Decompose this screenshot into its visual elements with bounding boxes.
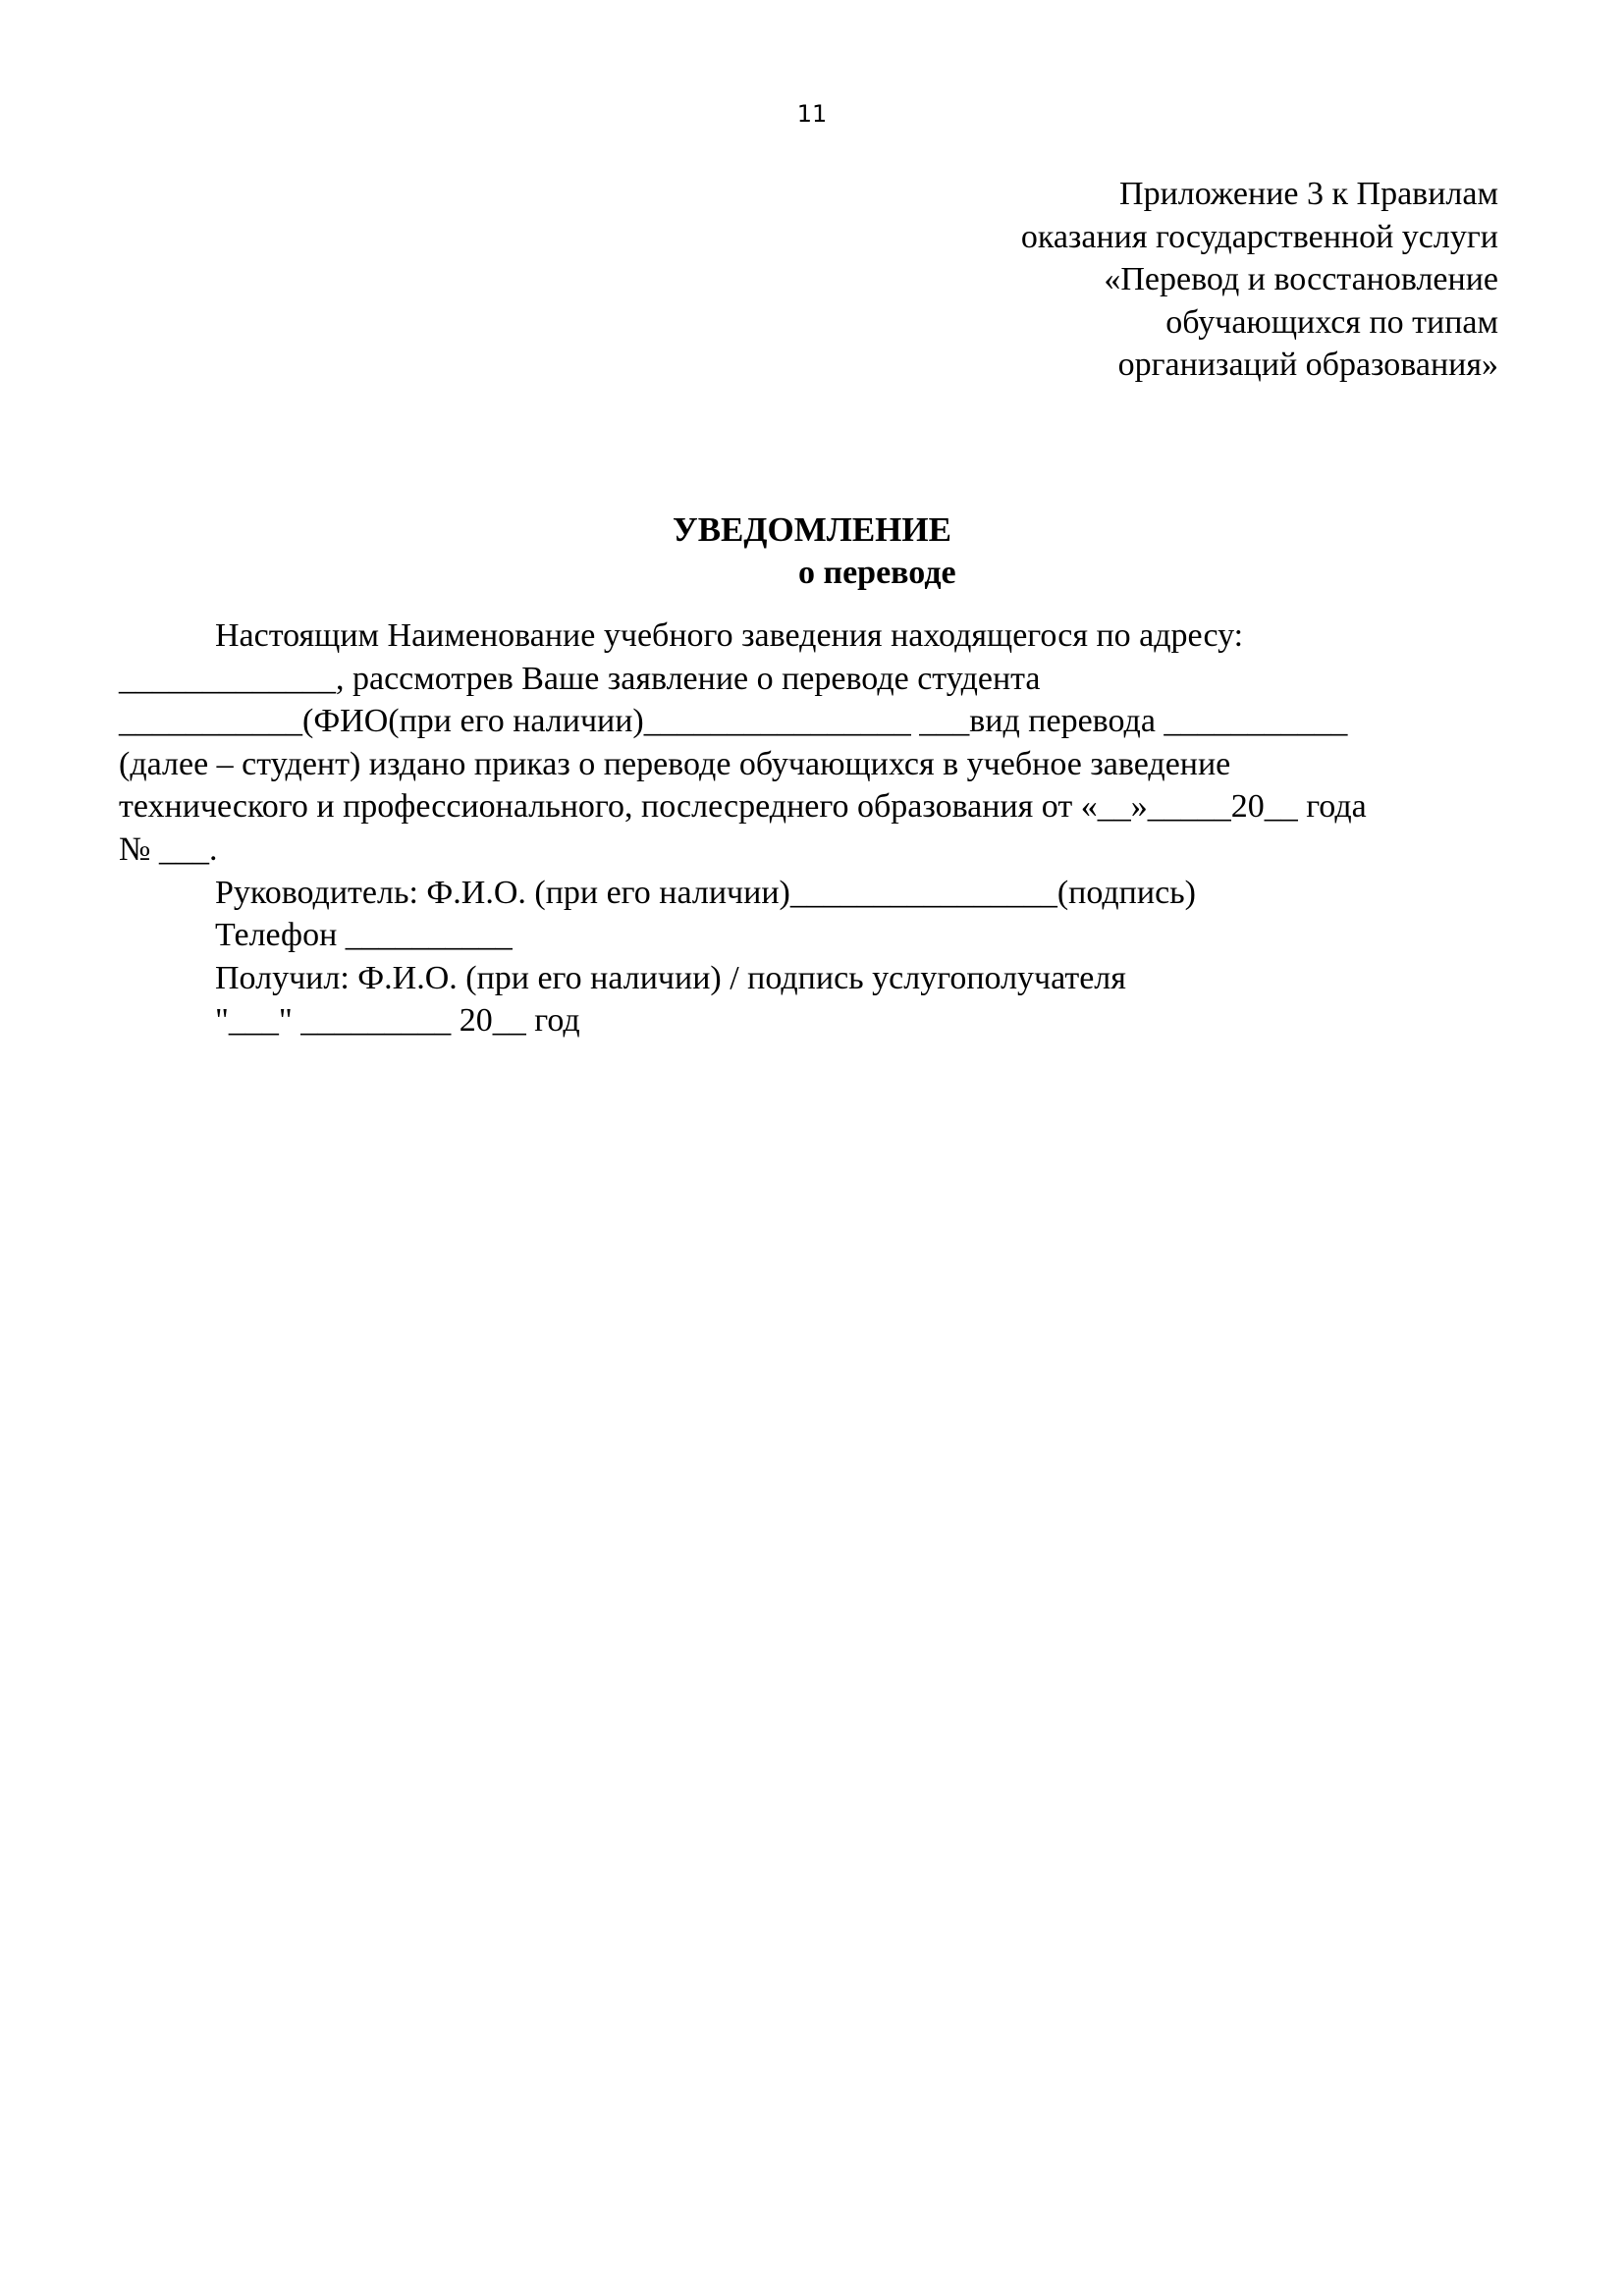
appendix-header (811, 173, 1498, 387)
body-line: № ___. (119, 830, 218, 868)
document-title: УВЕДОМЛЕНИЕ (673, 510, 951, 549)
body-line: технического и профессионального, послесреднего образования от «__»_____20__ года (119, 788, 1367, 826)
body-line-received: Получил: Ф.И.О. (при его наличии) / подпись услугополучателя (215, 959, 1126, 996)
body-line: (далее – студент) издано приказ о переводе обучающихся в учебное заведение (119, 745, 1231, 782)
appendix-line: Приложение 3 к Правилам (1119, 176, 1498, 212)
body-line: _____________, рассмотрев Ваше заявление о переводе студента (119, 660, 1041, 697)
document-subtitle: о переводе (798, 555, 956, 591)
page-number: 11 (796, 100, 828, 128)
body-line-date: "___" _________ 20__ год (215, 1002, 580, 1040)
body-line: ___________(ФИО(при его наличии)________________ ___вид перевода ___________ (119, 703, 1348, 740)
body-line-phone: Телефон __________ (215, 917, 513, 954)
appendix-line: оказания государственной услуги (1020, 218, 1498, 255)
body-line-director: Руководитель: Ф.И.О. (при его наличии)________________(подпись) (215, 874, 1196, 911)
appendix-line: обучающихся по типам (1165, 303, 1498, 341)
notification-body (119, 614, 1513, 1042)
body-line: Настоящим Наименование учебного заведения находящегося по адресу: (215, 617, 1244, 654)
appendix-line: «Перевод и восстановление (1104, 261, 1498, 297)
appendix-line: организаций образования» (1117, 347, 1498, 383)
